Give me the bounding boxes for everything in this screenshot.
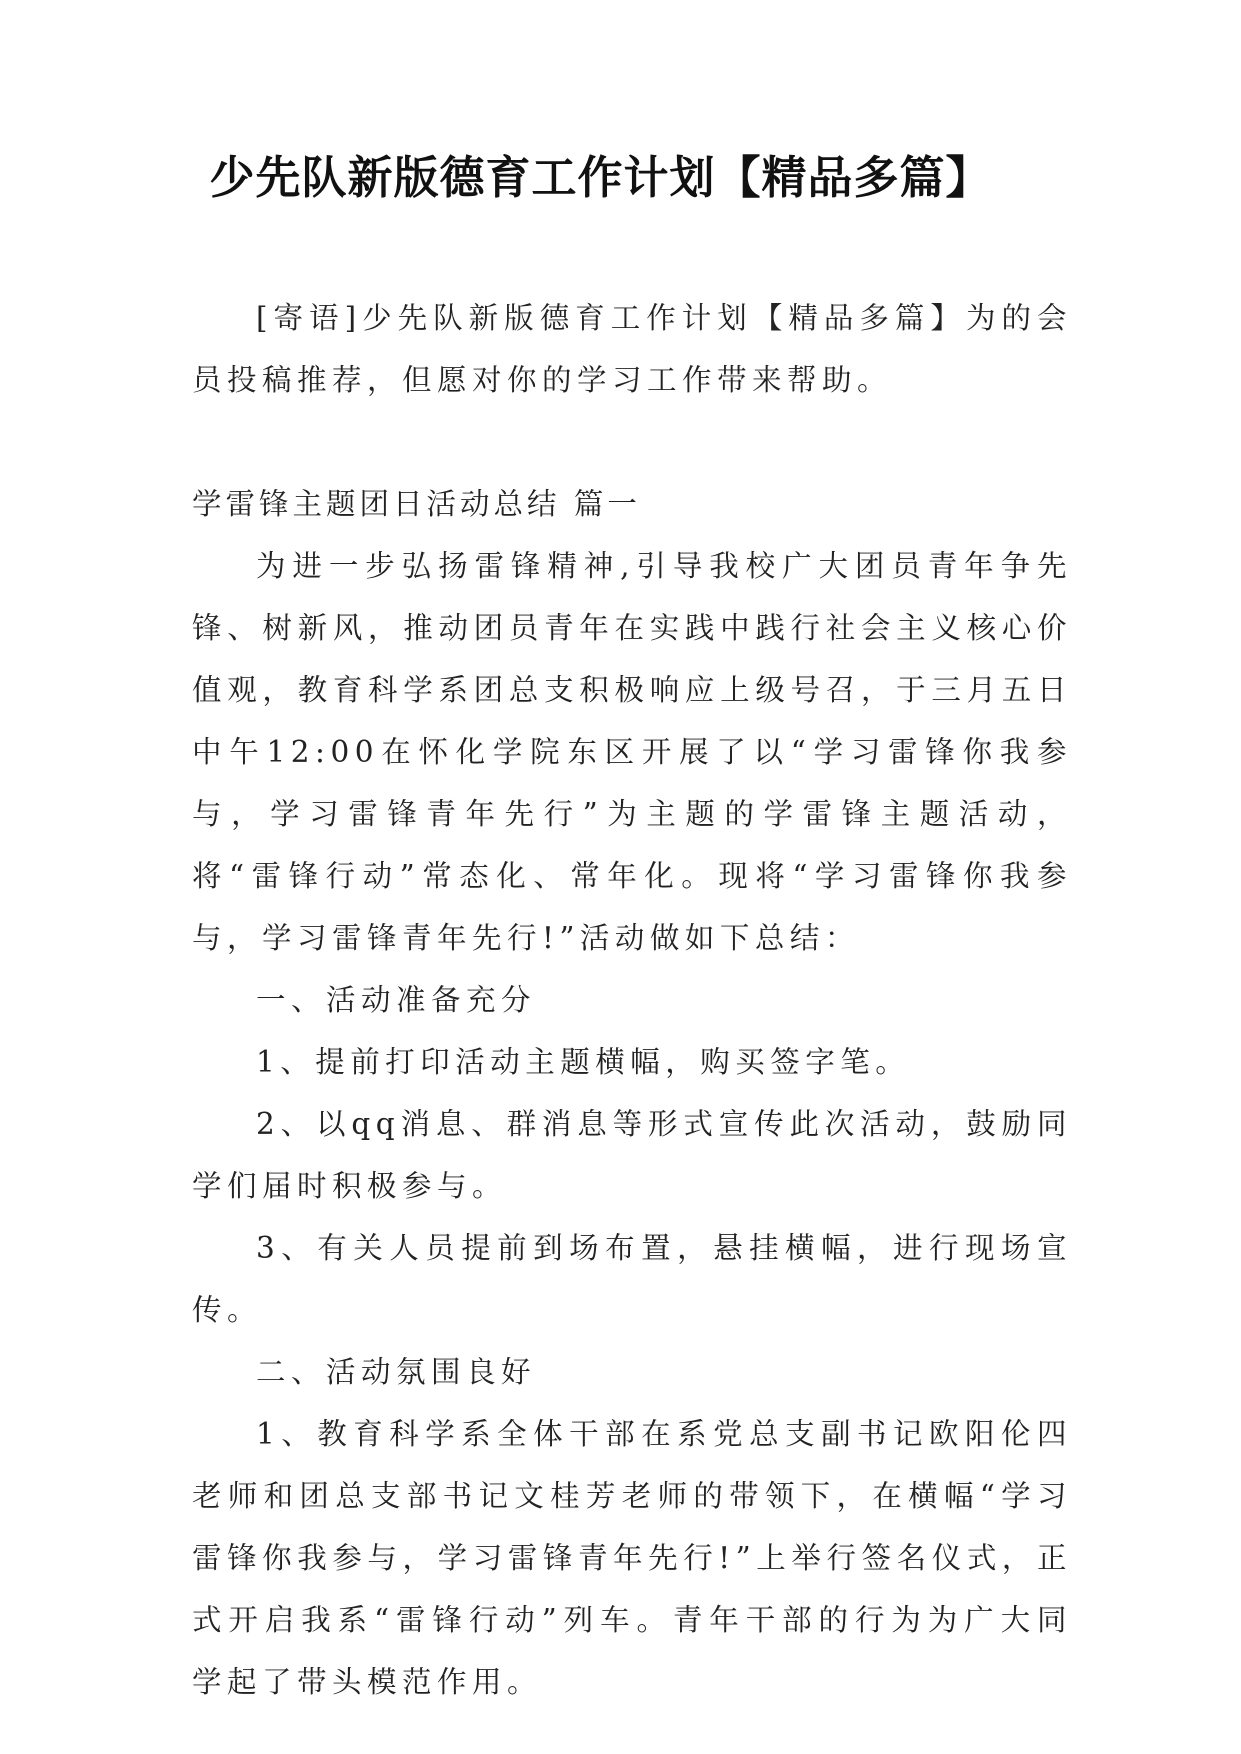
list-item: 2、以qq消息、群消息等形式宣传此次活动，鼓励同学们届时积极参与。 (192, 1107, 1072, 1203)
document-body (192, 287, 1072, 1713)
list-item: 1、提前打印活动主题横幅，购买签字笔。 (256, 1045, 911, 1079)
subheading-atmosphere: 二、活动氛围良好 (256, 1355, 537, 1389)
list-item: 1、教育科学系全体干部在系党总支副书记欧阳伦四老师和团总支部书记文桂芳老师的带领下，在横幅“学习雷锋你我参与，学习雷锋青年先行!”上举行签名仪式，正式开启我系“雷锋行动”列车。青年干部的行为为广大同学起了带头模范作用。 (192, 1417, 1072, 1699)
body-paragraph: 为进一步弘扬雷锋精神,引导我校广大团员青年争先锋、树新风，推动团员青年在实践中践行社会主义核心价值观，教育科学系团总支积极响应上级号召，于三月五日中午12:00在怀化学院东区开展了以“学习雷锋你我参与，学习雷锋青年先行”为主题的学雷锋主题活动，将“雷锋行动”常态化、常年化。现将“学习雷锋你我参与，学习雷锋青年先行!”活动做如下总结： (192, 549, 1072, 955)
list-item: 3、有关人员提前到场布置，悬挂横幅，进行现场宣传。 (192, 1231, 1072, 1327)
subheading-preparation: 一、活动准备充分 (256, 983, 537, 1017)
document-title: 少先队新版德育工作计划【精品多篇】 (209, 151, 992, 204)
intro-paragraph: [寄语]少先队新版德育工作计划【精品多篇】为的会员投稿推荐，但愿对你的学习工作带来帮助。 (192, 301, 1072, 397)
section-heading: 学雷锋主题团日活动总结 篇一 (192, 487, 641, 521)
paragraph-spacer (192, 411, 1072, 473)
